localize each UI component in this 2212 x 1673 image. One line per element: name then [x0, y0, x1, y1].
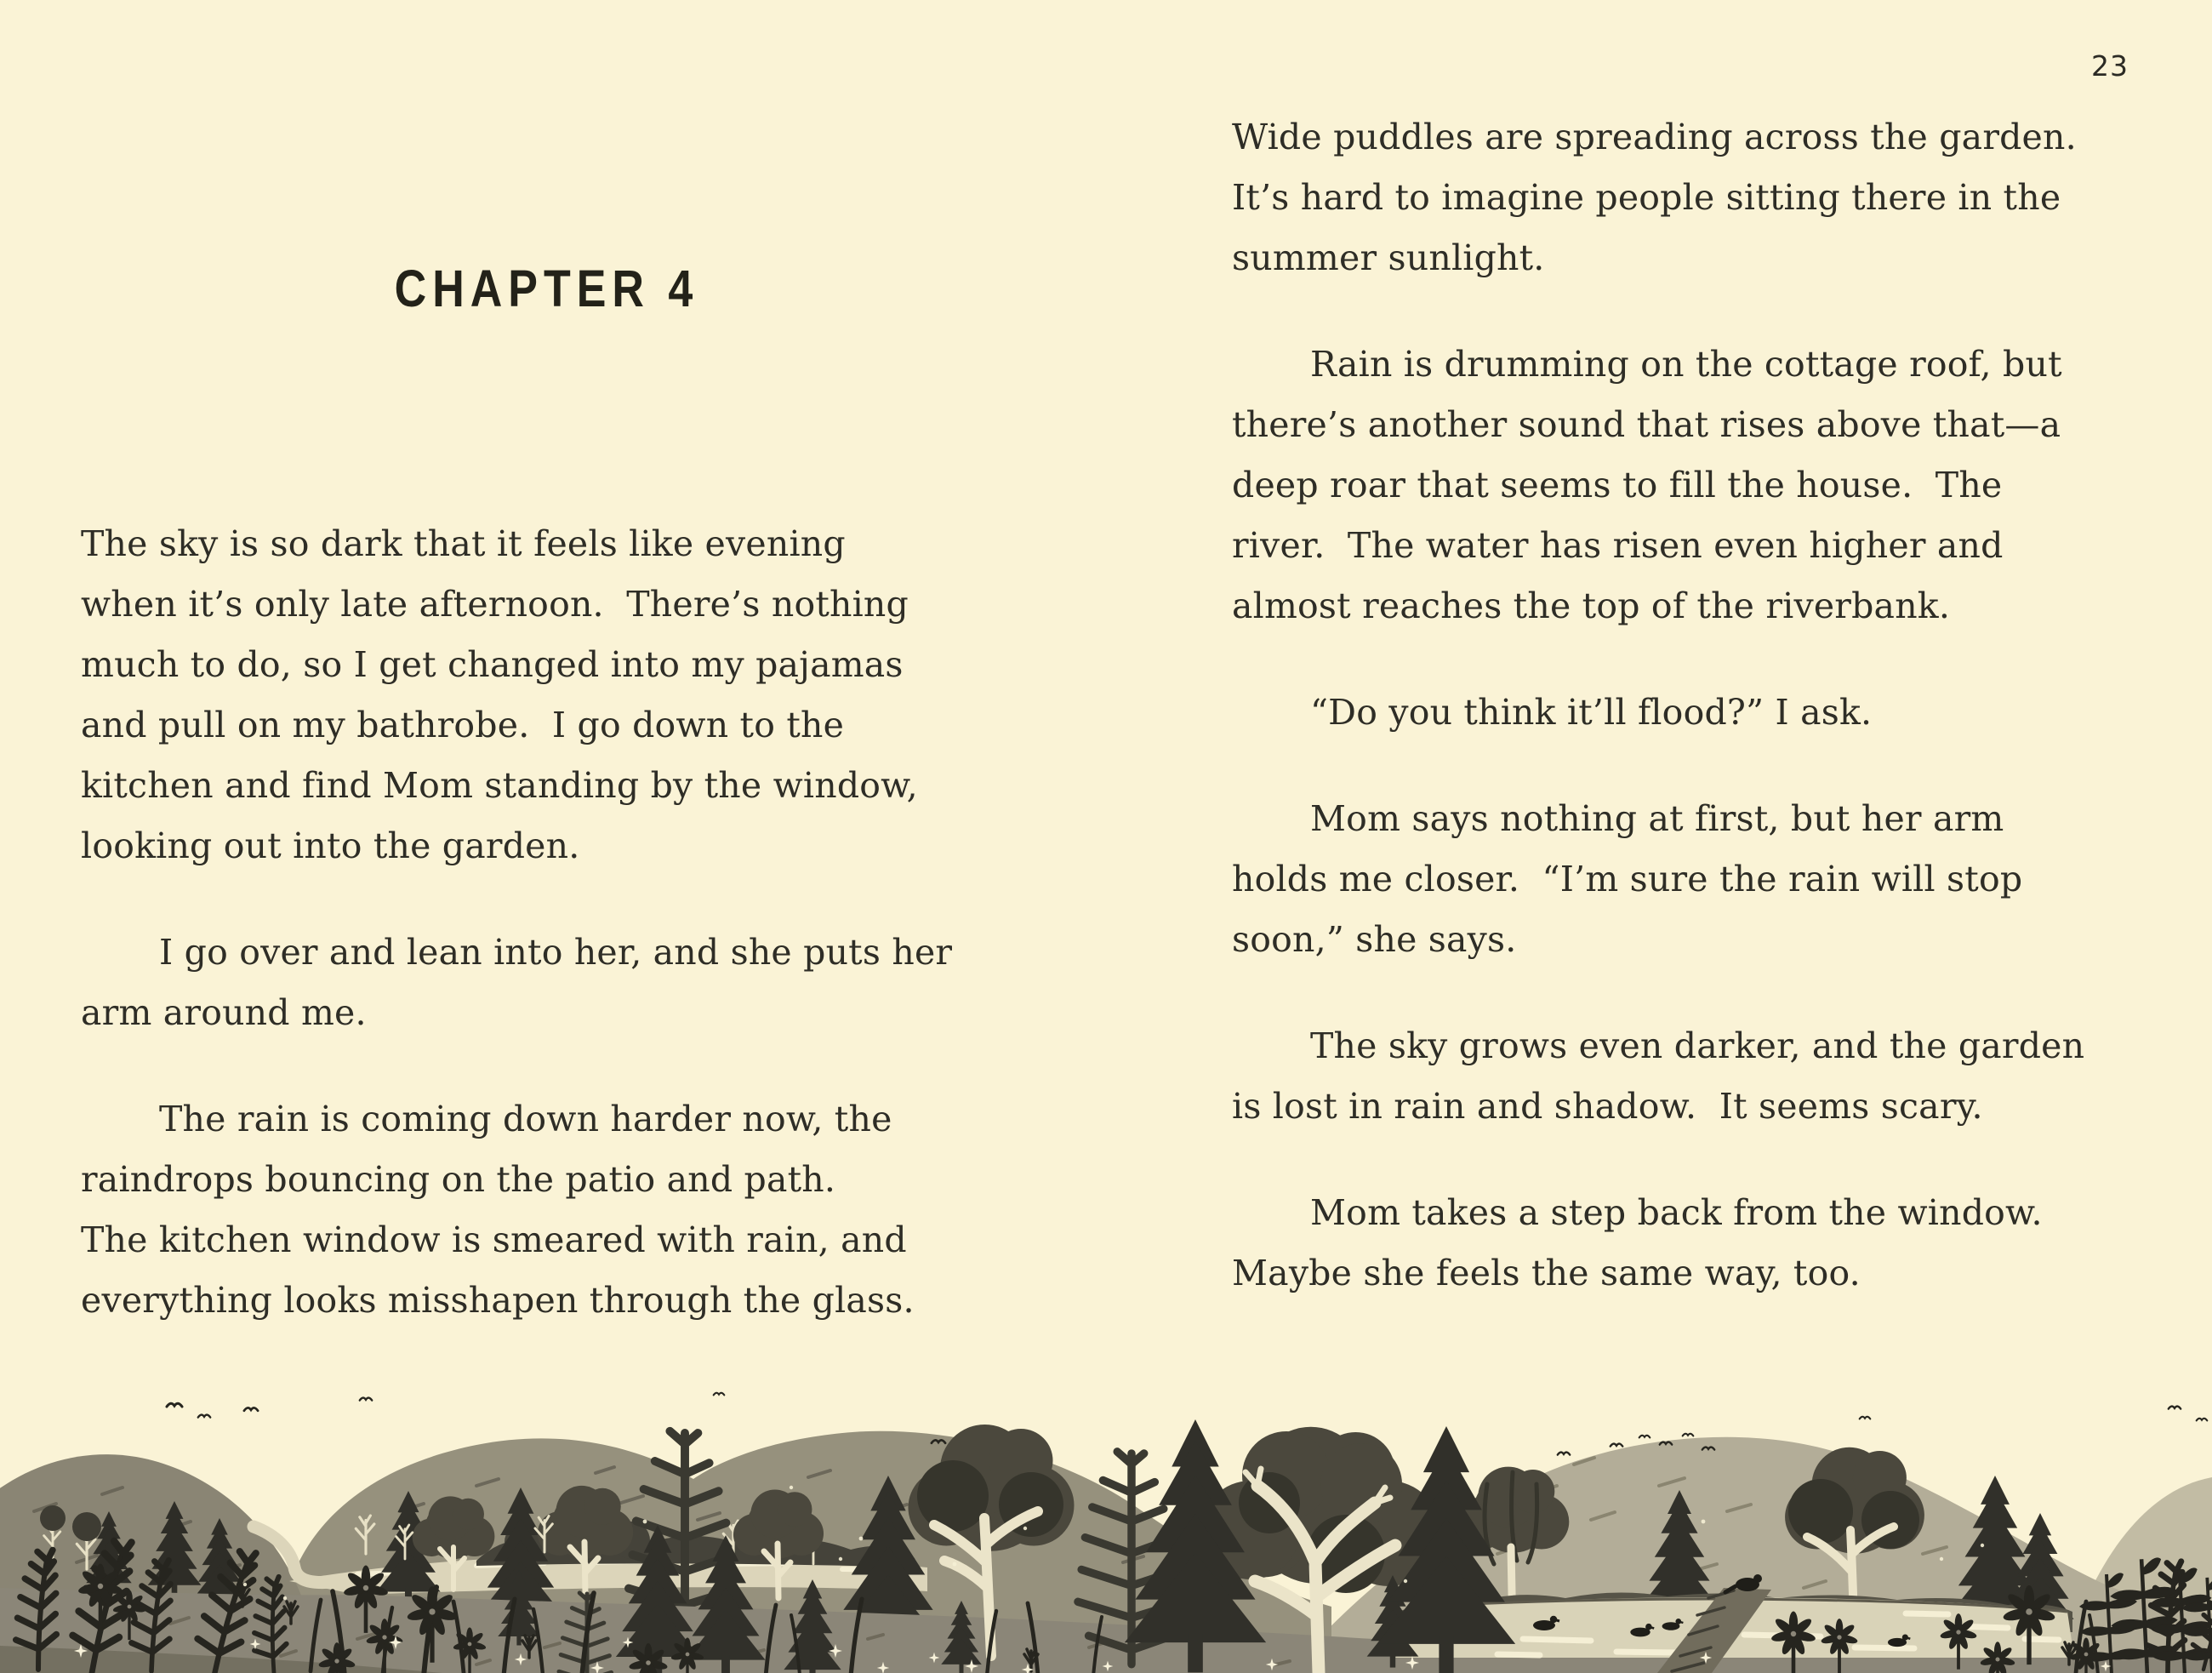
text-line: Wide puddles are spreading across the garden.: [1232, 117, 2077, 157]
text-line: deep roar that seems to fill the house. The: [1232, 465, 2003, 505]
text-line: The rain is coming down harder now, the: [159, 1099, 892, 1139]
text-line: Maybe she feels the same way, too.: [1232, 1253, 1861, 1293]
paragraph: [81, 514, 1017, 876]
text-line: The sky grows even darker, and the garden: [1310, 1025, 2085, 1066]
paragraph: [81, 922, 1017, 1043]
text-line: Mom says nothing at first, but her arm: [1310, 798, 2004, 839]
landscape-illustration: [0, 1384, 2212, 1673]
text-line: Rain is drumming on the cottage roof, but: [1310, 344, 2062, 385]
text-line: is lost in rain and shadow. It seems scary.: [1232, 1086, 1983, 1127]
text-line: soon,” she says.: [1232, 919, 1517, 960]
text-line: kitchen and find Mom standing by the window,: [81, 765, 918, 806]
text-line: holds me closer. “I’m sure the rain will stop: [1232, 859, 2023, 899]
right-page-text: [1232, 107, 2134, 1304]
paragraph: [81, 1089, 1017, 1331]
page-number: 23: [2091, 49, 2129, 83]
paragraph: [1232, 1016, 2134, 1137]
text-line: raindrops bouncing on the patio and path.: [81, 1159, 836, 1200]
text-line: I go over and lean into her, and she puts her: [159, 932, 953, 973]
chapter-heading: CHAPTER 4: [394, 260, 699, 319]
text-line: and pull on my bathrobe. I go down to the: [81, 705, 845, 745]
text-line: Mom takes a step back from the window.: [1310, 1192, 2043, 1233]
text-line: The kitchen window is smeared with rain, and: [81, 1219, 907, 1260]
text-line: summer sunlight.: [1232, 237, 1545, 278]
text-line: river. The water has risen even higher and: [1232, 525, 2004, 566]
text-line: much to do, so I get changed into my pajamas: [81, 644, 904, 685]
paragraph: [1232, 334, 2134, 637]
text-line: almost reaches the top of the riverbank.: [1232, 585, 1951, 626]
text-line: there’s another sound that rises above that—a: [1232, 404, 2061, 445]
paragraph: [1232, 682, 2134, 743]
left-page-text: [81, 514, 1017, 1331]
text-line: “Do you think it’ll flood?” I ask.: [1310, 692, 1873, 733]
paragraph: [1232, 1183, 2134, 1304]
text-line: everything looks misshapen through the glass.: [81, 1280, 915, 1321]
paragraph: [1232, 107, 2134, 288]
paragraph: [1232, 789, 2134, 970]
text-line: when it’s only late afternoon. There’s nothing: [81, 584, 909, 625]
text-line: looking out into the garden.: [81, 825, 580, 866]
text-line: The sky is so dark that it feels like evening: [81, 523, 846, 564]
text-line: arm around me.: [81, 992, 367, 1033]
text-line: It’s hard to imagine people sitting there in the: [1232, 177, 2061, 218]
